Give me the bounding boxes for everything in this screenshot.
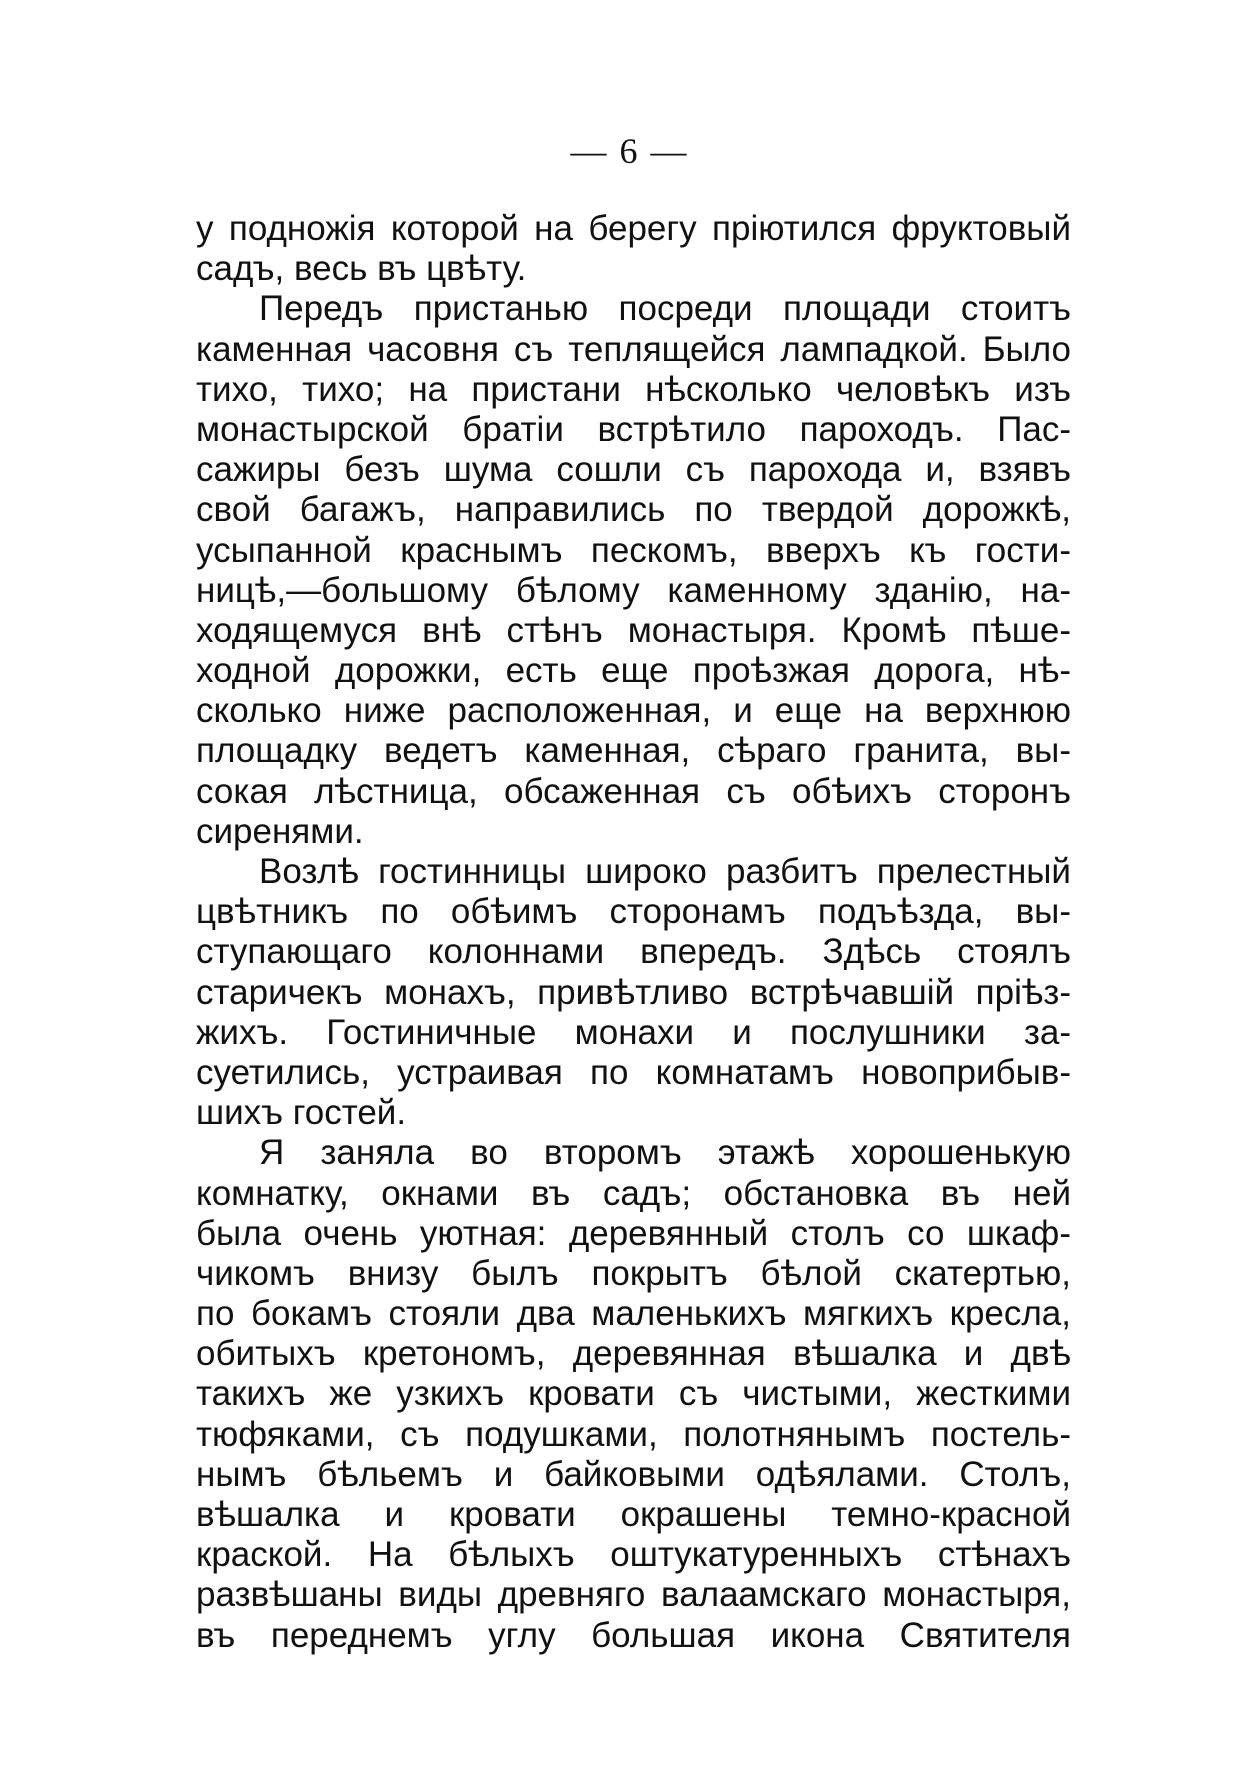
text-line: такихъ же узкихъ кровати съ чистыми, жесткими	[196, 1374, 1071, 1414]
text-line: усыпанной краснымъ пескомъ, вверхъ къ гости-	[196, 530, 1071, 570]
text-line: шихъ гостей.	[196, 1093, 407, 1133]
text-line: въ переднемъ углу большая икона Святителя	[196, 1615, 1071, 1655]
text-line: была очень уютная: деревянный столъ со шкаф-	[196, 1213, 1071, 1253]
text-line: ступающаго колоннами впередъ. Здѣсь стоялъ	[196, 932, 1071, 972]
text-line: тюфяками, съ подушками, полотнянымъ постель-	[196, 1414, 1071, 1454]
text-line: свой багажъ, направились по твердой дорожкѣ,	[196, 490, 1071, 530]
text-line: ницѣ,—большому бѣлому каменному зданію, на-	[196, 570, 1071, 610]
text-line: сиренями.	[196, 811, 364, 851]
text-line: комнатку, окнами въ садъ; обстановка въ ней	[196, 1173, 1071, 1213]
page-number: — 6 —	[570, 131, 689, 171]
text-line: ходящемуся внѣ стѣнъ монастыря. Кромѣ пѣше-	[196, 610, 1071, 650]
text-line: старичекъ монахъ, привѣтливо встрѣчавшій пріѣз-	[196, 972, 1071, 1012]
text-line: садъ, весь въ цвѣту.	[196, 249, 527, 289]
text-line: вѣшалка и кровати окрашены темно-красной	[196, 1495, 1071, 1534]
text-line: развѣшаны виды древняго валаамскаго монастыря,	[196, 1575, 1071, 1615]
text-line: монастырской братіи встрѣтило пароходъ. Пас-	[196, 409, 1071, 449]
text-line: тихо, тихо; на пристани нѣсколько человѣкъ изъ	[196, 369, 1071, 409]
text-line: жихъ. Гостиничные монахи и послушники за-	[196, 1012, 1071, 1052]
text-line: обитыхъ кретономъ, деревянная вѣшалка и двѣ	[196, 1334, 1071, 1374]
text-line: нымъ бѣльемъ и байковыми одѣялами. Столъ,	[196, 1454, 1071, 1494]
text-line: суетились, устраивая по комнатамъ новоприбыв-	[196, 1052, 1071, 1092]
text-line: ходной дорожки, есть еще проѣзжая дорога, нѣ-	[196, 651, 1071, 691]
text-line: сколько ниже расположенная, и еще на верхнюю	[196, 691, 1071, 731]
text-line: сокая лѣстница, обсаженная съ обѣихъ сторонъ	[196, 771, 1071, 811]
text-line: цвѣтникъ по обѣимъ сторонамъ подъѣзда, вы-	[196, 892, 1071, 932]
text-line: чикомъ внизу былъ покрытъ бѣлой скатертью,	[196, 1253, 1071, 1293]
text-line: по бокамъ стояли два маленькихъ мягкихъ кресла,	[196, 1294, 1071, 1334]
body-text	[196, 209, 1071, 1656]
text-line: Возлѣ гостинницы широко разбитъ прелестный	[259, 852, 1071, 891]
text-line: Передъ пристанью посреди площади стоитъ	[259, 289, 1071, 329]
text-line: краской. На бѣлыхъ оштукатуренныхъ стѣнахъ	[196, 1535, 1071, 1575]
text-line: каменная часовня съ теплящейся лампадкой. Было	[196, 329, 1071, 369]
text-line: Я заняла во второмъ этажѣ хорошенькую	[259, 1133, 1071, 1173]
text-line: у подножія которой на берегу пріютился фруктовый	[196, 209, 1071, 248]
text-line: сажиры безъ шума сошли съ парохода и, взявъ	[196, 450, 1071, 490]
text-line: площадку ведетъ каменная, сѣраго гранита, вы-	[196, 731, 1071, 771]
